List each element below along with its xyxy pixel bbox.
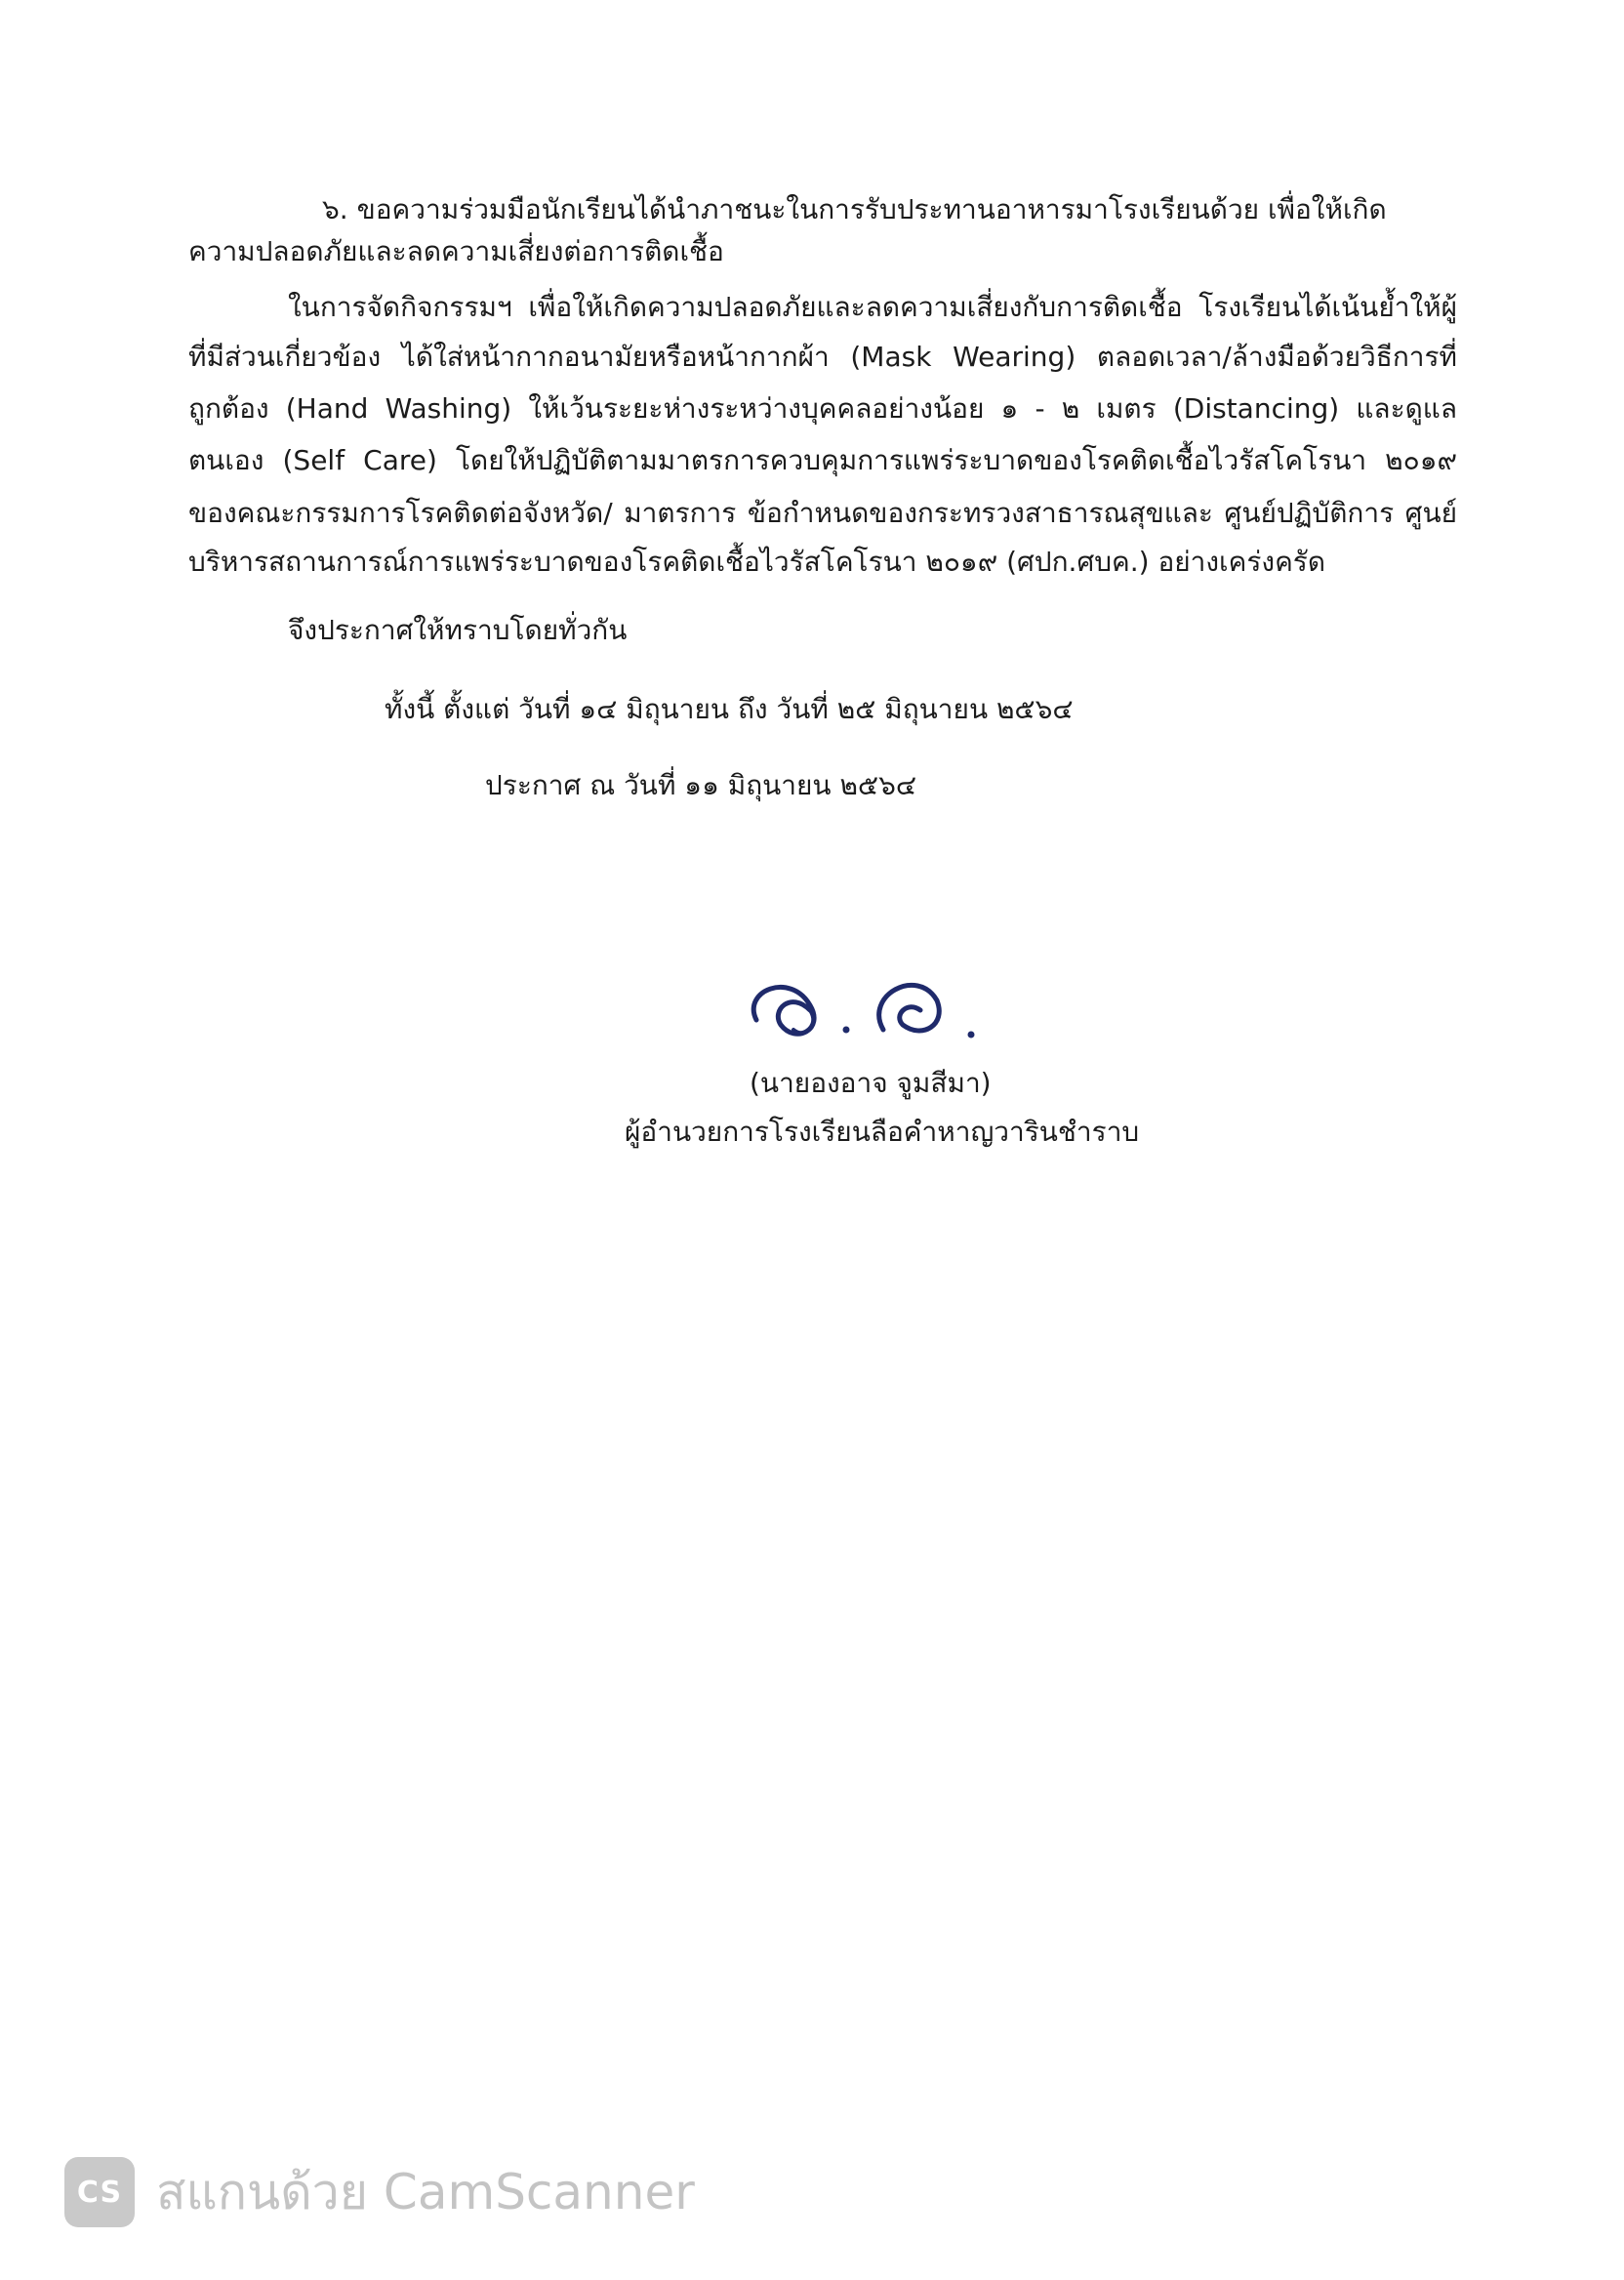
announcement-line: จึงประกาศให้ทราบโดยทั่วกัน	[288, 614, 628, 646]
signatory-title: ผู้อำนวยการโรงเรียนลือคำหาญวารินชำราบ	[625, 1116, 1140, 1148]
item6-line2: ความปลอดภัยและลดความเสี่ยงต่อการติดเชื้อ	[188, 235, 724, 267]
camscanner-logo-icon: CS	[64, 2157, 135, 2227]
paragraph-line-6: บริหารสถานการณ์การแพร่ระบาดของโรคติดเชื้อไวรัสโคโรนา ๒๐๑๙ (ศปก.ศบค.) อย่างเคร่งครัด	[188, 546, 1326, 578]
camscanner-watermark	[64, 2155, 695, 2229]
paragraph-line-5: ของคณะกรรมการโรคติดต่อจังหวัด/ มาตรการ ข้อกำหนดของกระทรวงสาธารณสุขและ ศูนย์ปฏิบัติการ ศูนย์	[188, 497, 1457, 529]
paragraph-line-4: ตนเอง (Self Care) โดยให้ปฏิบัติตามมาตรการควบคุมการแพร่ระบาดของโรคติดเชื้อไวรัสโคโรนา ๒๐๑๙	[188, 444, 1457, 476]
item6-line1: ๖. ขอความร่วมมือนักเรียนได้นำภาชนะในการรับประทานอาหารมาโรงเรียนด้วย เพื่อให้เกิด	[322, 193, 1387, 225]
announced-date: ประกาศ ณ วันที่ ๑๑ มิถุนายน ๒๕๖๔	[485, 769, 917, 801]
signatory-name: (นายองอาจ จูมสีมา)	[750, 1067, 992, 1099]
paragraph-line-1: ในการจัดกิจกรรมฯ เพื่อให้เกิดความปลอดภัยและลดความเสี่ยงกับการติดเชื้อ โรงเรียนได้เน้นย้ำให้ผู้	[288, 291, 1457, 323]
paragraph-line-2: ที่มีส่วนเกี่ยวข้อง ได้ใส่หน้ากากอนามัยหรือหน้ากากผ้า (Mask Wearing) ตลอดเวลา/ล้างมือด้วยวิธีการที่	[188, 341, 1457, 373]
effective-dates: ทั้งนี้ ตั้งแต่ วันที่ ๑๔ มิถุนายน ถึง วันที่ ๒๕ มิถุนายน ๒๕๖๔	[385, 693, 1074, 725]
paragraph-line-3: ถูกต้อง (Hand Washing) ให้เว้นระยะห่างระหว่างบุคคลอย่างน้อย ๑ - ๒ เมตร (Distancing) และดูแล	[188, 392, 1457, 425]
signature-image	[737, 952, 1000, 1059]
camscanner-text: สแกนด้วย CamScanner	[156, 2163, 695, 2220]
